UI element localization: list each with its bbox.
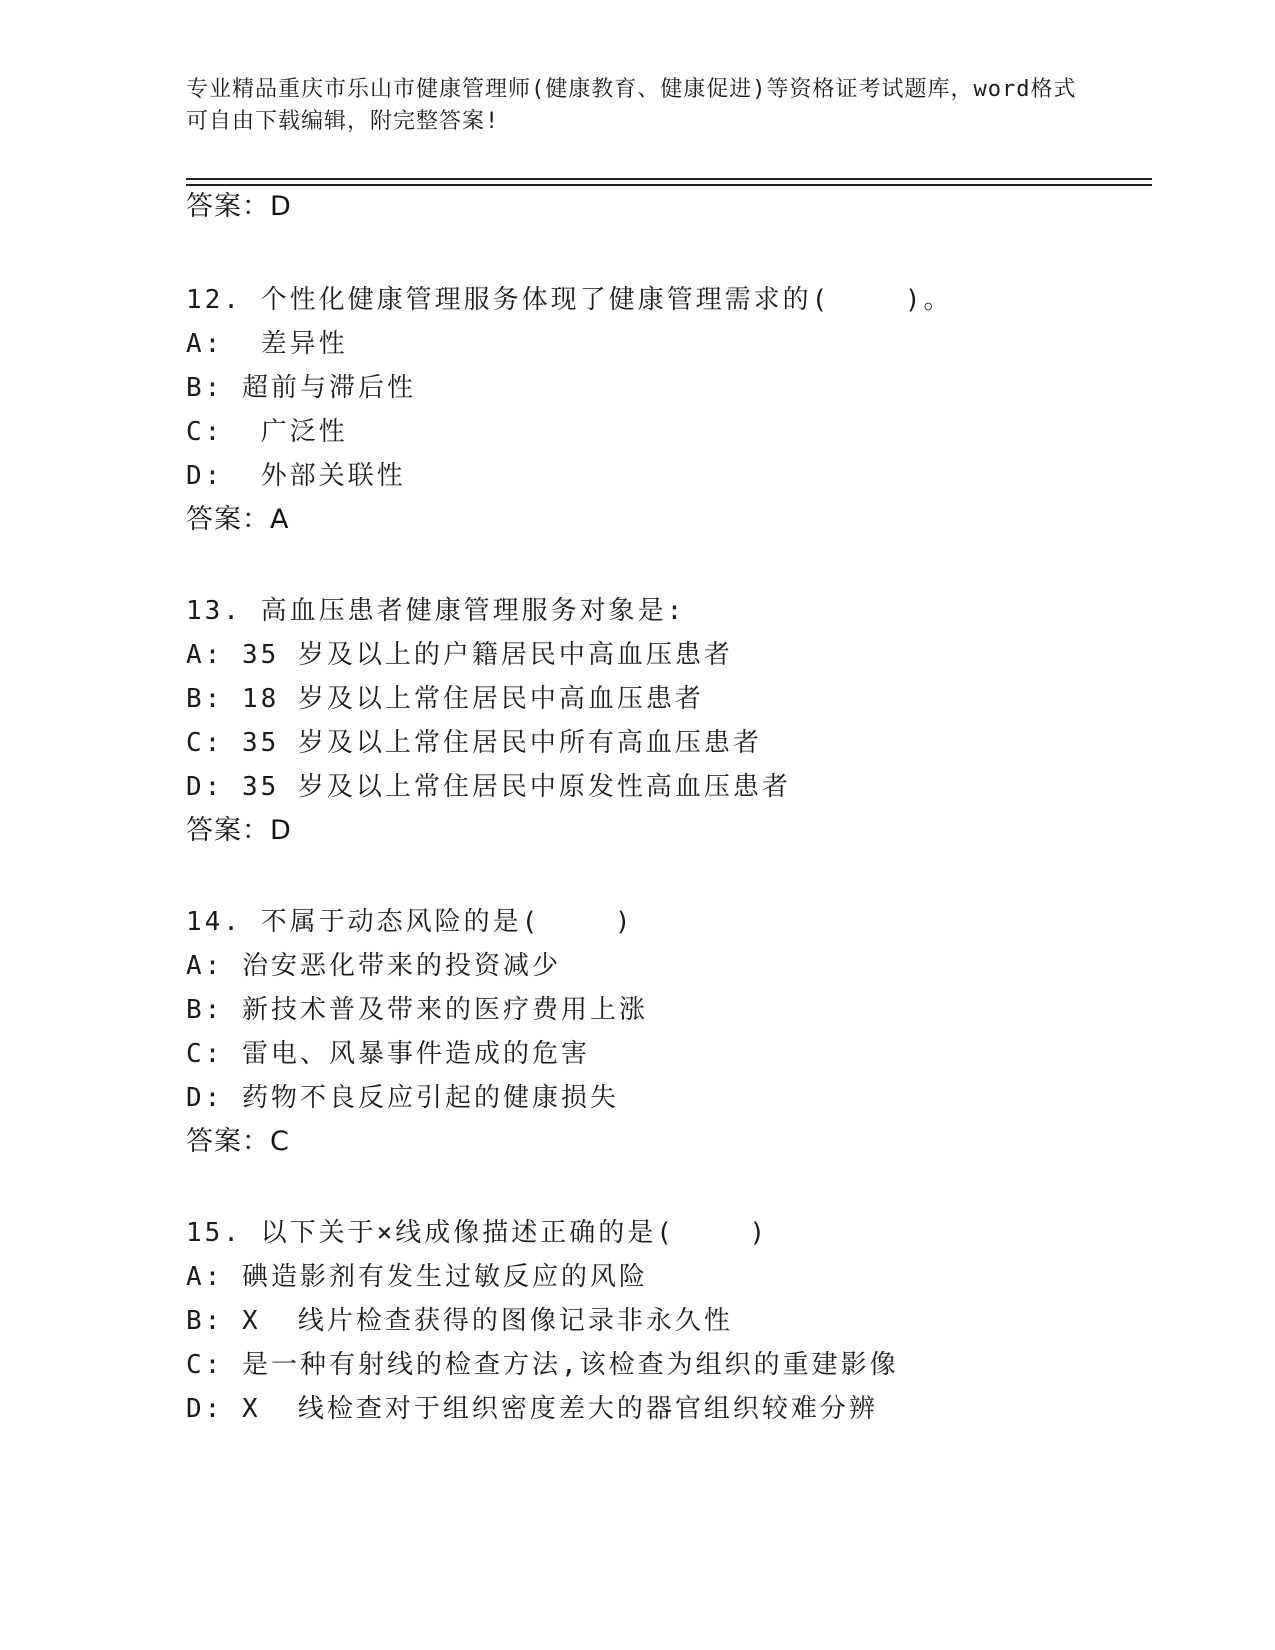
question-stem-15: 15. 以下关于×线成像描述正确的是( ) <box>186 1218 769 1248</box>
header-rule-bottom <box>186 184 1152 186</box>
option-c: C: 雷电、风暴事件造成的危害 <box>186 1039 590 1069</box>
option-b: B: 超前与滞后性 <box>186 373 416 403</box>
option-d: D: 35 岁及以上常住居民中原发性高血压患者 <box>186 772 791 802</box>
option-d: D: 药物不良反应引起的健康损失 <box>186 1083 619 1113</box>
document-header: 专业精品重庆市乐山市健康管理师(健康教育、健康促进)等资格证考试题库，word格式可自由下载编辑，附完整答案! <box>186 77 1077 134</box>
option-a: A: 差异性 <box>186 329 348 359</box>
answer-line: 答案：C <box>186 1126 290 1157</box>
question-stem-13: 13. 高血压患者健康管理服务对象是: <box>186 596 686 626</box>
header-rule-top <box>186 178 1152 180</box>
option-d: D: 外部关联性 <box>186 461 406 491</box>
option-a: A: 35 岁及以上的户籍居民中高血压患者 <box>186 640 733 670</box>
answer-line: 答案：D <box>186 191 292 222</box>
option-c: C: 广泛性 <box>186 417 348 447</box>
option-c: C: 是一种有射线的检查方法,该检查为组织的重建影像 <box>186 1350 899 1380</box>
option-b: B: 新技术普及带来的医疗费用上涨 <box>186 995 648 1025</box>
question-stem-14: 14. 不属于动态风险的是( ) <box>186 907 634 937</box>
option-a: A: 碘造影剂有发生过敏反应的风险 <box>186 1262 648 1292</box>
option-b: B: X 线片检查获得的图像记录非永久性 <box>186 1306 733 1336</box>
answer-line: 答案：A <box>186 504 290 535</box>
question-stem-12: 12. 个性化健康管理服务体现了健康管理需求的( )。 <box>186 285 953 315</box>
option-c: C: 35 岁及以上常住居民中所有高血压患者 <box>186 728 762 758</box>
answer-line: 答案：D <box>186 815 292 846</box>
option-d: D: X 线检查对于组织密度差大的器官组织较难分辨 <box>186 1394 878 1424</box>
option-a: A: 治安恶化带来的投资减少 <box>186 951 561 981</box>
option-b: B: 18 岁及以上常住居民中高血压患者 <box>186 684 704 714</box>
